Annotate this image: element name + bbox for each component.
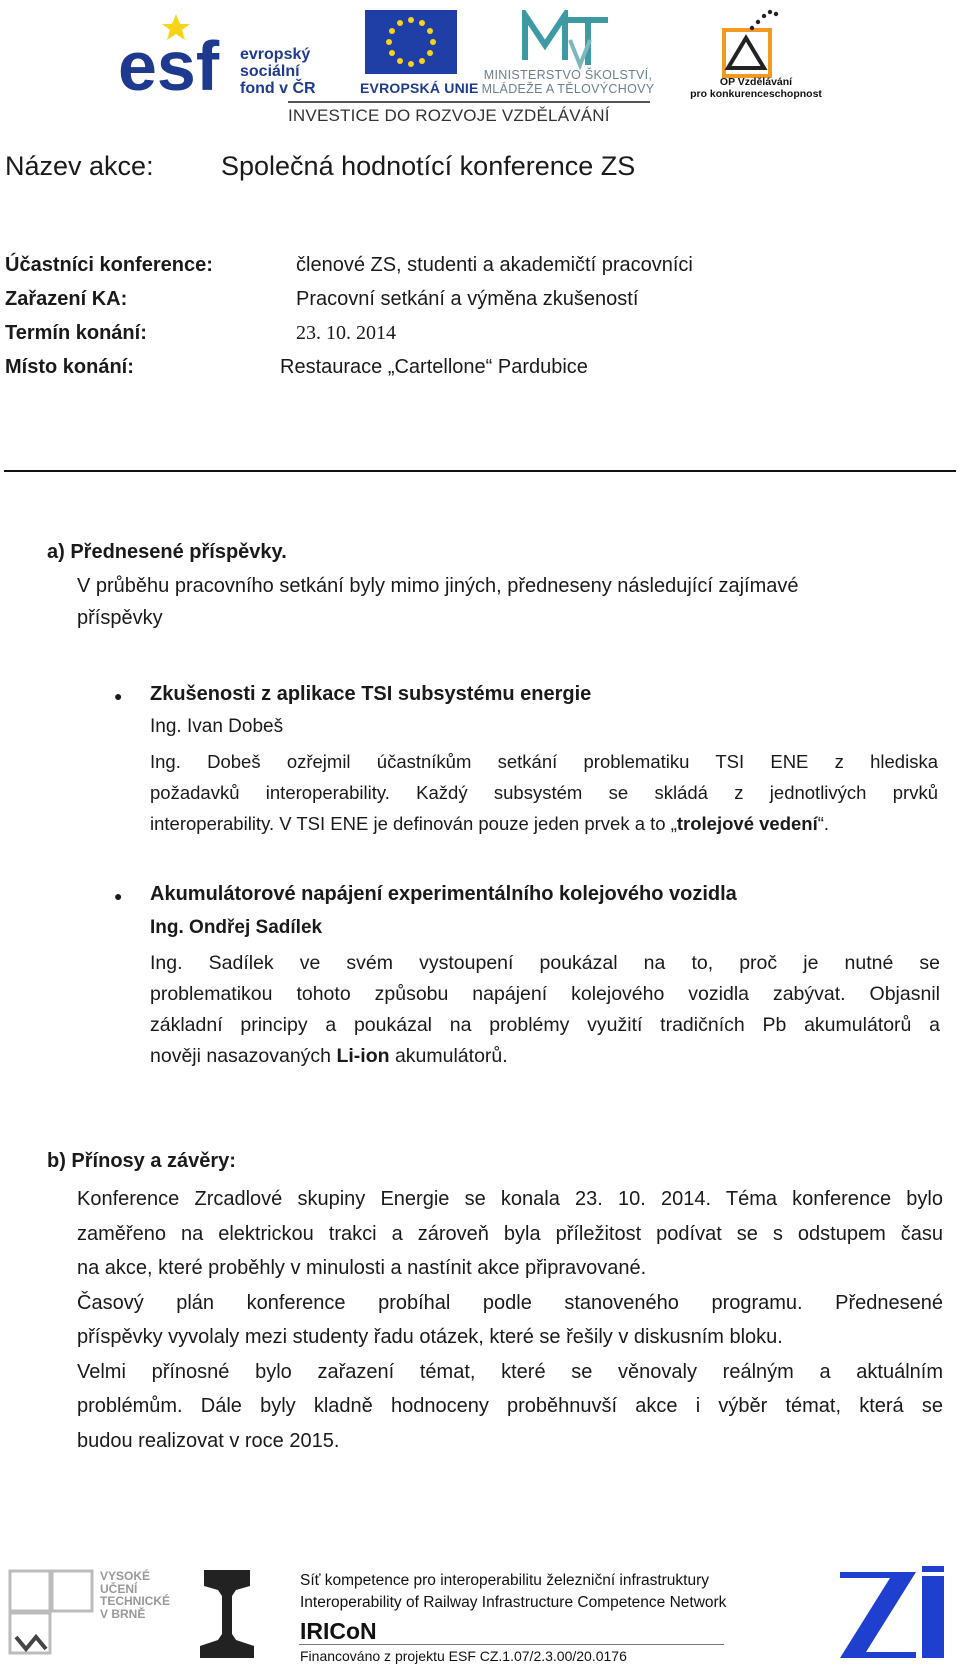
section-a-intro: V průběhu pracovního setkání byly mimo jiných, předneseny následující zajímavé příspěvky: [77, 575, 799, 629]
talk-2-speaker: Ing. Ondřej Sadílek: [150, 917, 323, 938]
investment-divider: [288, 101, 650, 103]
svg-text:esf: esf: [118, 27, 220, 96]
op-text: OP Vzdělávání pro konkurenceschopnost: [690, 76, 822, 100]
title-label: Název akce:: [5, 151, 154, 181]
esf-text: evropský sociální fond v ČR: [240, 46, 316, 97]
rail-profile-icon: [196, 1568, 258, 1660]
section-divider: [4, 470, 956, 472]
page-title: Společná hodnotící konference ZS: [221, 151, 636, 181]
iricon-line-1: Síť kompetence pro interoperabilitu železniční infrastruktury: [300, 1572, 710, 1589]
section-b-body: Konference Zrcadlové skupiny Energie se konala 23. 10. 2014. Téma konference bylo zaměřeno na elektrickou trakci a zároveň byla příležitost podívat se s odstupem času na akce, které proběhly v minulosti a nastínit akce připravované. Časový plán konference probíhal podle stanoveného programu. Přednesené příspěvky vyvolaly mezi studenty řadu otázek, které se řešily v diskusním bloku. Velmi přínosné bylo zařazení témat, které se věnovaly reálným a aktuálním problémům. Dále byly kladně hodnoceny proběhnuvší akce i výběr témat, která se budou realizovat v roce 2015.: [77, 1188, 943, 1452]
talk-2-description: Ing. Sadílek ve svém vystoupení poukázal na to, proč je nutné se problematikou tohoto způsobu napájení kolejového vozidla zabývat. Objasnil základní principy a poukázal na problémy využití tradičních Pb akumulátorů a nověji nasazovaných Li-ion akumulátorů.: [150, 952, 940, 1067]
category-label: Zařazení KA:: [5, 288, 128, 310]
date-label: Termín konání:: [5, 322, 147, 344]
msmt-logo-icon: [520, 10, 610, 70]
zi-logo-icon: [836, 1566, 954, 1662]
investment-slogan: INVESTICE DO ROZVOJE VZDĚLÁVÁNÍ: [288, 106, 610, 125]
iricon-name: IRICoN: [300, 1618, 377, 1644]
place-label: Místo konání:: [5, 356, 134, 378]
iricon-funding: Financováno z projektu ESF CZ.1.07/2.3.00/20.0176: [300, 1648, 627, 1664]
talk-1-description: Ing. Dobeš ozřejmil účastníkům setkání problematiku TSI ENE z hlediska požadavků interoperability. Každý subsystém se skládá z jednotlivých prvků interoperability. V TSI ENE je definován pouze jeden prvek a to „trolejové vedení“.: [150, 751, 938, 834]
iricon-divider: [299, 1644, 724, 1645]
category-value: Pracovní setkání a výměna zkušeností: [296, 288, 639, 310]
msmt-text: MINISTERSTVO ŠKOLSTVÍ, MLÁDEŽE A TĚLOVÝCHOVY: [481, 68, 655, 96]
date-value: 23. 10. 2014: [296, 322, 396, 344]
place-value: Restaurace „Cartellone“ Pardubice: [280, 356, 588, 378]
talk-1-speaker: Ing. Ivan Dobeš: [150, 716, 284, 737]
bullet-icon: ●: [114, 688, 123, 704]
iricon-line-2: Interoperability of Railway Infrastructure Competence Network: [300, 1594, 727, 1611]
talk-2-title: Akumulátorové napájení experimentálního kolejového vozidla: [150, 883, 737, 905]
bullet-icon: ●: [114, 888, 123, 904]
esf-logo-icon: [118, 10, 228, 96]
eu-flag-icon: [365, 10, 457, 74]
vut-text: VYSOKÉ UČENÍ TECHNICKÉ V BRNĚ: [100, 1569, 171, 1621]
vut-logo-icon: [6, 1567, 96, 1659]
participants-value: členové ZS, studenti a akademičtí pracovníci: [296, 254, 693, 276]
participants-label: Účastníci konference:: [5, 254, 213, 276]
talk-1-title: Zkušenosti z aplikace TSI subsystému energie: [150, 683, 592, 705]
section-a-heading: a) Přednesené příspěvky.: [47, 541, 287, 563]
section-b-heading: b) Přínosy a závěry:: [47, 1150, 236, 1172]
op-logo-icon: [718, 8, 788, 80]
eu-label: EVROPSKÁ UNIE: [360, 80, 479, 96]
